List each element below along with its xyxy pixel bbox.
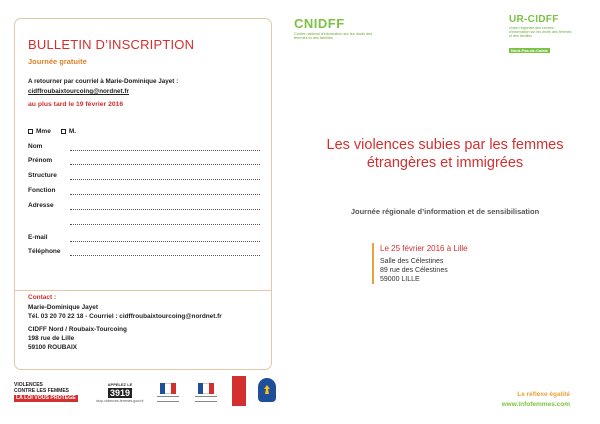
checkbox-mme-box[interactable] [28, 129, 33, 134]
deadline: au plus tard le 19 février 2016 [28, 101, 124, 108]
event-title-line2: étrangères et immigrées [366, 155, 524, 171]
ministry-text-mark [157, 396, 179, 402]
urcidff-name: UR-CIDFF [509, 14, 559, 25]
contact-divider [15, 290, 271, 291]
violences-logo-line2: CONTRE LES FEMMES [14, 388, 70, 394]
contact-phone-email: Tél. 03 20 70 22 18 - Courriel : cidffroubaixtourcoing@nordnet.fr [28, 313, 222, 320]
field-adresse-line[interactable] [70, 209, 260, 210]
field-telephone-label: Téléphone [28, 248, 61, 255]
field-structure-label: Structure [28, 172, 57, 179]
cnidff-name: CNIDFF [294, 16, 345, 31]
helpline-text: APPELEZ LE [107, 381, 133, 387]
partner-logos [14, 374, 272, 414]
form-subtitle: Journée gratuite [28, 57, 87, 66]
contact-title: Contact : [28, 294, 57, 301]
field-adresse-label: Adresse [28, 202, 54, 209]
checkbox-mme[interactable] [28, 128, 51, 135]
french-flag-icon [198, 383, 214, 394]
title-checkboxes [28, 128, 76, 135]
french-flag-icon [160, 383, 176, 394]
field-nom-line[interactable] [70, 150, 260, 151]
checkbox-mme-label: Mme [36, 128, 51, 135]
event-title [300, 136, 590, 172]
contact-name: Marie-Dominique Jayet [28, 304, 98, 311]
field-telephone[interactable] [28, 248, 260, 258]
republique-francaise-logo-2 [192, 374, 220, 410]
helpline-url: stop-violences-femmes.gouv.fr [96, 398, 144, 403]
field-nom-label: Nom [28, 143, 43, 150]
field-nom[interactable] [28, 143, 260, 153]
field-fonction-line[interactable] [70, 194, 260, 195]
field-prenom-label: Prénom [28, 157, 53, 164]
field-structure-line[interactable] [70, 179, 260, 180]
republique-francaise-logo-1 [154, 374, 182, 410]
ministry-text-mark [195, 396, 217, 402]
field-email-label: E-mail [28, 234, 48, 241]
field-email-line[interactable] [70, 241, 260, 242]
field-prenom[interactable] [28, 157, 260, 167]
event-date: Le 25 février 2016 à Lille [380, 244, 468, 253]
field-email[interactable] [28, 234, 260, 244]
violences-logo-tag: LA LOI VOUS PROTÈGE [16, 395, 76, 401]
contact-city: 59100 ROUBAIX [28, 344, 78, 351]
field-fonction[interactable] [28, 187, 260, 197]
footer-tagline: Le réflexe égalité [517, 391, 570, 398]
regional-badge-logo [258, 378, 276, 402]
checkbox-m[interactable] [61, 128, 76, 135]
field-adresse-extra[interactable] [28, 217, 260, 227]
event-street: 89 rue des Célestines [380, 267, 448, 274]
registration-form-panel [14, 18, 272, 370]
helpline-number: 3919 [109, 387, 131, 398]
violences-logo-line1: VIOLENCES [14, 382, 43, 388]
return-email-link[interactable]: cidffroubaixtourcoing@nordnet.fr [28, 88, 129, 95]
return-instructions: A retourner par courriel à Marie-Dominique Jayet : [28, 78, 179, 85]
event-title-line1: Les violences subies par les femmes [326, 137, 564, 153]
urcidff-logo [509, 14, 589, 57]
field-fonction-label: Fonction [28, 187, 56, 194]
field-prenom-line[interactable] [70, 164, 260, 165]
footer-website-link[interactable]: www.infofemmes.com [501, 401, 570, 408]
field-telephone-line[interactable] [70, 255, 260, 256]
contact-org: CIDFF Nord / Roubaix-Tourcoing [28, 326, 127, 333]
field-structure[interactable] [28, 172, 260, 182]
urcidff-description: Union régionale des centres d'information sur les droits des femmes et des familles [509, 26, 572, 39]
event-subtitle: Journée régionale d’information et de sensibilisation [350, 207, 540, 216]
urcidff-region: Nord-Pas-de-Calais [511, 47, 548, 53]
field-adresse[interactable] [28, 202, 260, 212]
checkbox-m-label: M. [68, 128, 77, 135]
event-city: 59000 LILLE [380, 276, 420, 283]
event-venue: Salle des Célestines [380, 258, 444, 265]
cnidff-logo [294, 16, 414, 41]
event-details [372, 243, 468, 284]
ville-de-lille-logo [232, 376, 246, 406]
contact-street: 198 rue de Lille [28, 335, 75, 342]
cnidff-description: Centre national d'information sur les droits des femmes et des familles [294, 32, 373, 41]
form-title: BULLETIN D’INSCRIPTION [28, 37, 195, 52]
violences-femmes-logo [14, 374, 80, 410]
checkbox-m-box[interactable] [61, 129, 66, 134]
badge-emblem-icon [262, 384, 272, 396]
helpline-3919-logo [94, 374, 146, 410]
field-adresse-extra-line[interactable] [70, 224, 260, 225]
